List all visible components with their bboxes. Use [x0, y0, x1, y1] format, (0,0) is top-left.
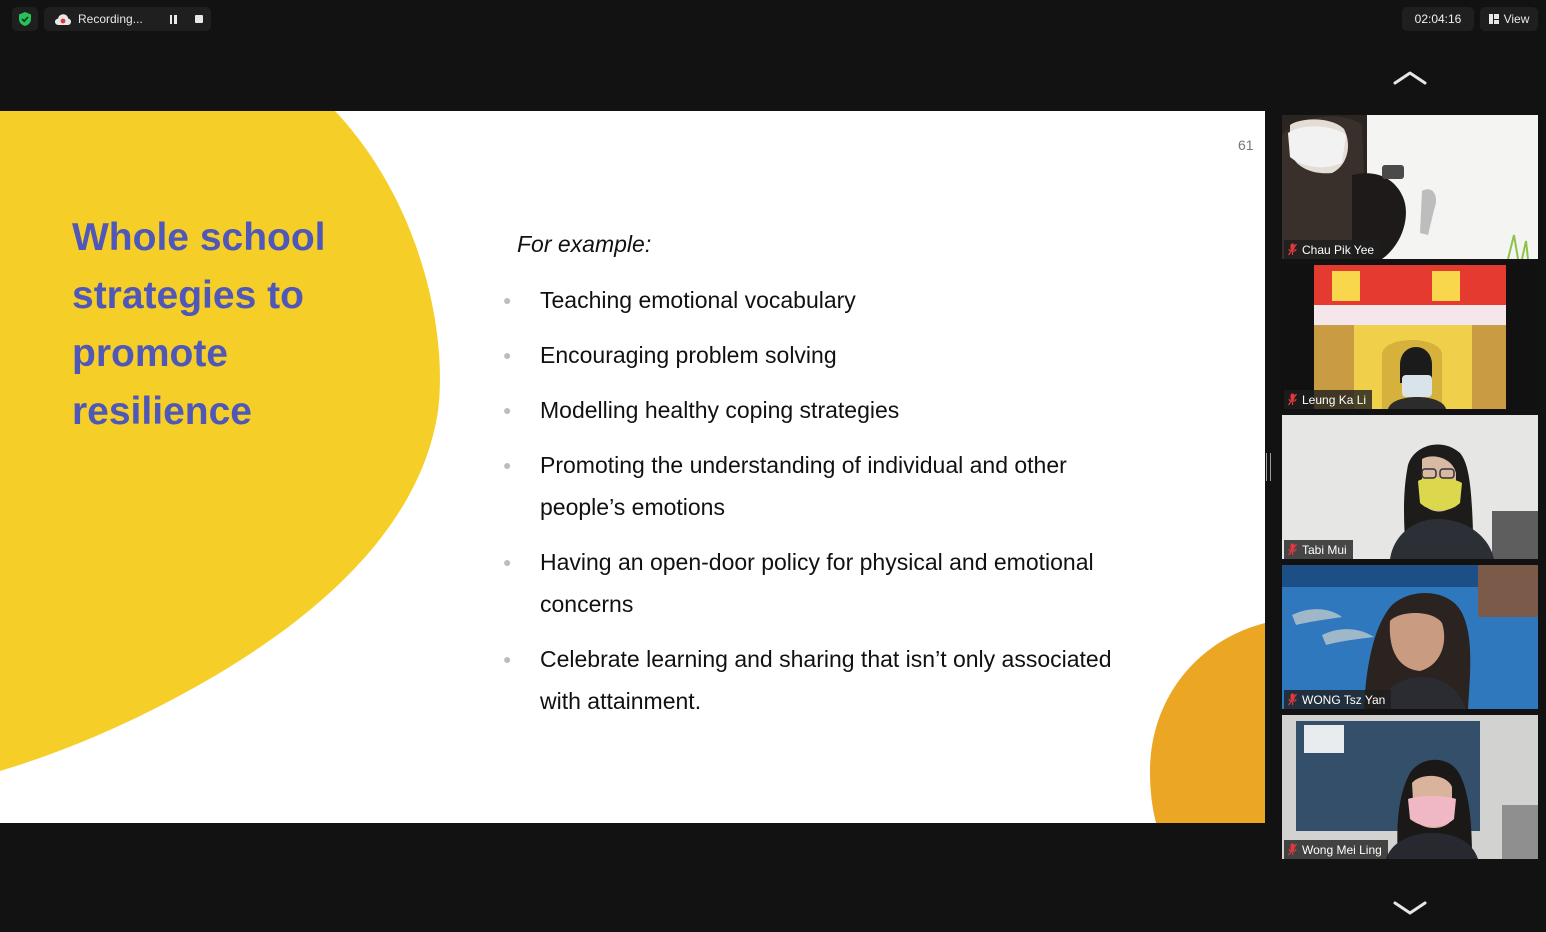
participant-name: Wong Mei Ling: [1302, 842, 1382, 857]
bullet-dot: ●: [503, 457, 512, 473]
bullet-item: [503, 444, 1203, 528]
bullet-dot: ●: [503, 402, 512, 418]
participant-tile[interactable]: [1282, 415, 1538, 559]
bullet-text: Encouraging problem solving: [540, 342, 837, 368]
bullet-dot: ●: [503, 347, 512, 363]
participant-name: Chau Pik Yee: [1302, 242, 1375, 257]
bullet-text: Celebrate learning and sharing that isn’t only associated: [540, 646, 1112, 672]
cloud-record-icon: [54, 12, 72, 26]
bullet-text: people’s emotions: [540, 494, 725, 520]
participant-name-label: [1284, 240, 1380, 259]
bullet-text: Teaching emotional vocabulary: [540, 287, 856, 313]
mic-muted-icon: [1288, 243, 1297, 256]
mic-muted-icon: [1288, 843, 1297, 856]
gallery-view-icon: [1489, 14, 1499, 24]
slide-number: 61: [1238, 137, 1254, 153]
participant-name-label: [1284, 840, 1388, 859]
mic-muted-icon: [1288, 693, 1297, 706]
bullet-text: concerns: [540, 591, 634, 617]
chevron-up-icon: [1392, 70, 1428, 86]
view-button[interactable]: [1480, 7, 1538, 31]
slide-title-line: promote: [72, 332, 228, 375]
view-label: View: [1503, 12, 1530, 26]
panel-resize-handle[interactable]: [1266, 453, 1271, 481]
stop-icon: [195, 15, 203, 23]
pause-icon: [170, 15, 177, 24]
participant-name: WONG Tsz Yan: [1302, 692, 1386, 707]
bullet-text: Having an open-door policy for physical and emotional: [540, 549, 1094, 575]
slide-title: [72, 209, 392, 441]
bullet-list: [503, 279, 1203, 735]
mic-muted-icon: [1288, 393, 1297, 406]
scroll-down-button[interactable]: [1392, 898, 1428, 918]
bullet-text: with attainment.: [540, 688, 702, 714]
participant-name: Tabi Mui: [1302, 542, 1347, 557]
bullet-item: [503, 541, 1203, 625]
slide-lead: For example:: [517, 231, 652, 257]
bullet-item: [503, 389, 1203, 431]
slide-title-line: strategies to: [72, 274, 304, 317]
participant-video: [1282, 415, 1538, 559]
recording-indicator: [44, 7, 211, 31]
shield-check-icon[interactable]: [12, 7, 38, 31]
scroll-up-button[interactable]: [1392, 68, 1428, 88]
bullet-item: [503, 334, 1203, 376]
bullet-dot: ●: [503, 554, 512, 570]
bullet-text: Promoting the understanding of individual and other: [540, 452, 1067, 478]
bullet-dot: ●: [503, 651, 512, 667]
slide-title-line: Whole school: [72, 216, 326, 259]
slide-title-line: resilience: [72, 390, 252, 433]
participant-video: [1282, 265, 1538, 409]
pause-recording-button[interactable]: [163, 9, 183, 29]
chevron-down-icon: [1392, 900, 1428, 916]
participant-name-label: [1284, 690, 1391, 709]
meeting-topbar: [0, 0, 1546, 38]
participant-name: Leung Ka Li: [1302, 392, 1367, 407]
stop-recording-button[interactable]: [189, 9, 209, 29]
participant-video: [1282, 715, 1538, 859]
participant-name-label: [1284, 390, 1372, 409]
participant-video: [1282, 565, 1538, 709]
participant-tile[interactable]: [1282, 265, 1538, 409]
bullet-text: Modelling healthy coping strategies: [540, 397, 900, 423]
recording-label: Recording...: [78, 12, 143, 26]
bullet-item: [503, 279, 1203, 321]
bullet-item: [503, 638, 1203, 722]
meeting-timer: 02:04:16: [1402, 7, 1474, 31]
participant-tile[interactable]: [1282, 115, 1538, 259]
mic-muted-icon: [1288, 543, 1297, 556]
participant-tile[interactable]: [1282, 565, 1538, 709]
participant-tile[interactable]: [1282, 715, 1538, 859]
participant-video: [1282, 115, 1538, 259]
participant-name-label: [1284, 540, 1353, 559]
shared-slide: [0, 111, 1265, 823]
bullet-dot: ●: [503, 292, 512, 308]
